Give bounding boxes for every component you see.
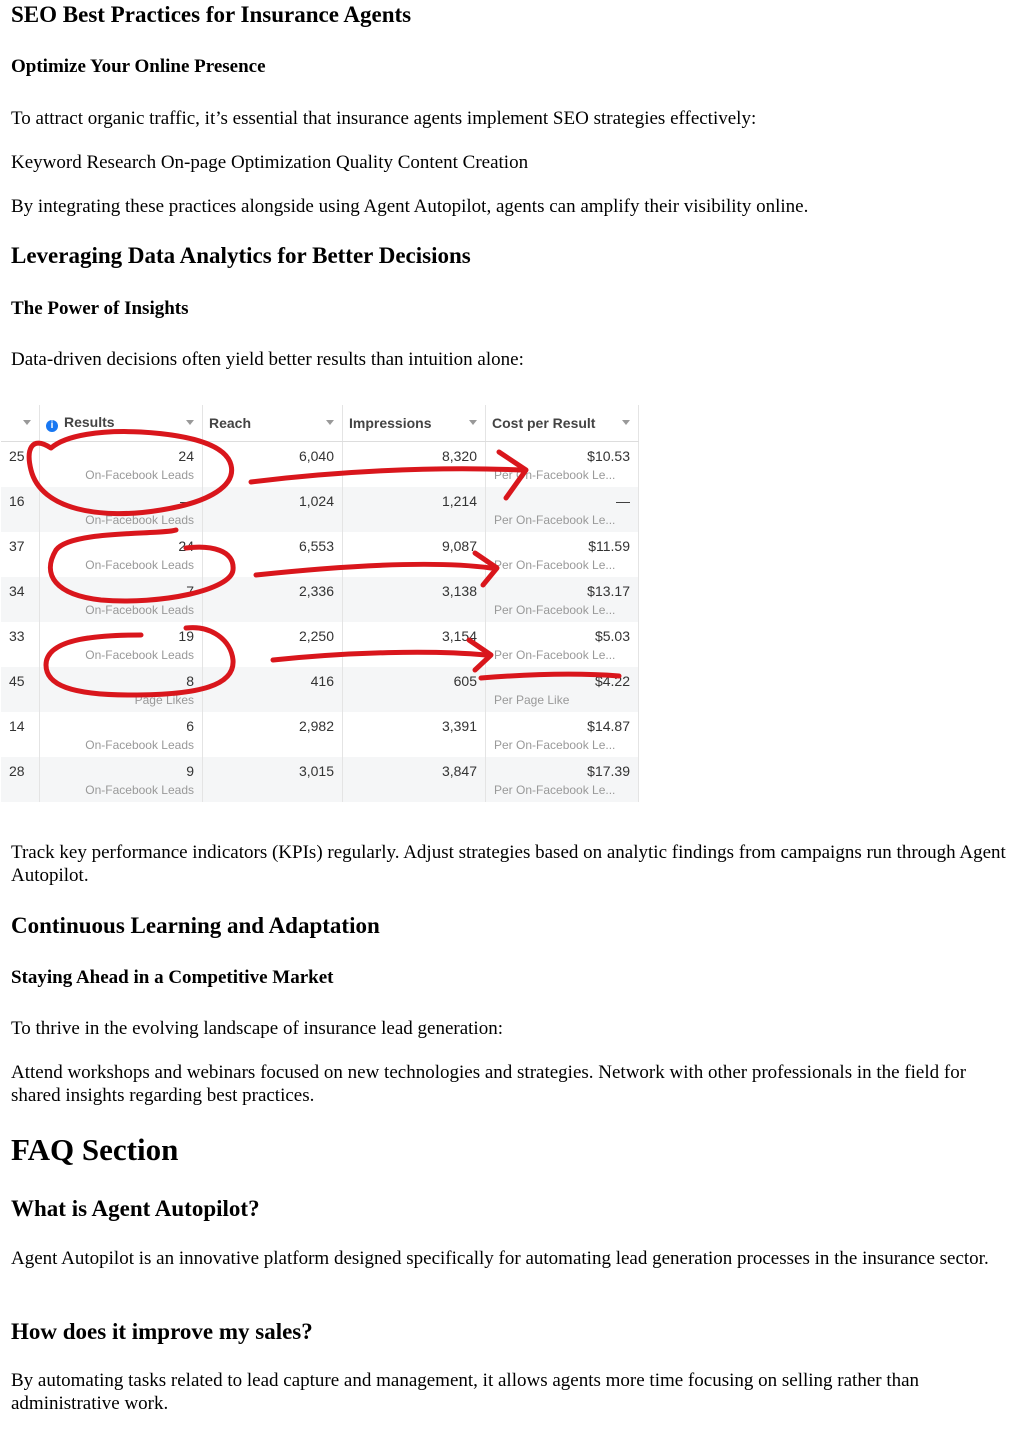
analytics-intro: Data-driven decisions often yield better results than intuition alone: bbox=[11, 349, 524, 370]
info-icon: i bbox=[46, 420, 58, 432]
cost-cell: $5.03 Per On-Facebook Le... bbox=[486, 622, 639, 667]
reach-cell: 3,015 bbox=[203, 757, 343, 802]
reach-cell: 2,982 bbox=[203, 712, 343, 757]
row-id: 25 bbox=[1, 442, 40, 488]
header-cost: Cost per Result bbox=[486, 405, 639, 442]
chevron-down-icon bbox=[23, 420, 31, 425]
table-row bbox=[1, 442, 639, 488]
results-cell: 24 On-Facebook Leads bbox=[40, 442, 203, 488]
ads-results-screenshot bbox=[9, 390, 630, 820]
faq-answer-2: By automating tasks related to lead capture and management, it allows agents more time focusing on selling rather than administrative work. bbox=[11, 1370, 920, 1414]
results-cell: 7 On-Facebook Leads bbox=[40, 577, 203, 622]
header-id bbox=[1, 405, 40, 442]
results-cell: — On-Facebook Leads bbox=[40, 487, 203, 532]
header-reach: Reach bbox=[203, 405, 343, 442]
faq-question-2: How does it improve my sales? bbox=[11, 1319, 313, 1344]
table-row bbox=[1, 487, 639, 532]
faq-question-1: What is Agent Autopilot? bbox=[11, 1196, 260, 1221]
table-row bbox=[1, 712, 639, 757]
seo-intro: To attract organic traffic, it’s essential that insurance agents implement SEO strategies effectively: bbox=[11, 108, 757, 129]
seo-subheading: Optimize Your Online Presence bbox=[11, 56, 266, 77]
results-cell: 6 On-Facebook Leads bbox=[40, 712, 203, 757]
reach-cell: 2,336 bbox=[203, 577, 343, 622]
table-row bbox=[1, 622, 639, 667]
learning-heading: Continuous Learning and Adaptation bbox=[11, 913, 380, 938]
header-impressions: Impressions bbox=[343, 405, 486, 442]
impressions-cell: 3,391 bbox=[343, 712, 486, 757]
table-row bbox=[1, 667, 639, 712]
impressions-cell: 1,214 bbox=[343, 487, 486, 532]
cost-cell: $11.59 Per On-Facebook Le... bbox=[486, 532, 639, 577]
impressions-cell: 3,138 bbox=[343, 577, 486, 622]
seo-list: Keyword Research On-page Optimization Quality Content Creation bbox=[11, 152, 529, 173]
table-header-row bbox=[1, 405, 639, 442]
learning-intro: To thrive in the evolving landscape of insurance lead generation: bbox=[11, 1018, 503, 1039]
faq-heading: FAQ Section bbox=[11, 1132, 179, 1167]
faq-answer-1: Agent Autopilot is an innovative platform designed specifically for automating lead generation processes in the insurance sector. bbox=[11, 1248, 989, 1269]
results-cell: 19 On-Facebook Leads bbox=[40, 622, 203, 667]
row-id: 37 bbox=[1, 532, 40, 577]
table-row bbox=[1, 532, 639, 577]
analytics-subheading: The Power of Insights bbox=[11, 298, 189, 319]
cost-cell: $13.17 Per On-Facebook Le... bbox=[486, 577, 639, 622]
results-cell: 24 On-Facebook Leads bbox=[40, 532, 203, 577]
impressions-cell: 605 bbox=[343, 667, 486, 712]
header-results: i Results bbox=[40, 405, 203, 442]
chevron-down-icon bbox=[326, 420, 334, 425]
table-row bbox=[1, 577, 639, 622]
results-cell: 8 Page Likes bbox=[40, 667, 203, 712]
row-id: 16 bbox=[1, 487, 40, 532]
cost-cell: $14.87 Per On-Facebook Le... bbox=[486, 712, 639, 757]
row-id: 33 bbox=[1, 622, 40, 667]
row-id: 14 bbox=[1, 712, 40, 757]
chevron-down-icon bbox=[186, 420, 194, 425]
seo-closing: By integrating these practices alongside using Agent Autopilot, agents can amplify their visibility online. bbox=[11, 196, 809, 217]
analytics-heading: Leveraging Data Analytics for Better Decisions bbox=[11, 243, 471, 268]
cost-cell: $10.53 Per On-Facebook Le... bbox=[486, 442, 639, 488]
reach-cell: 416 bbox=[203, 667, 343, 712]
seo-heading: SEO Best Practices for Insurance Agents bbox=[11, 2, 412, 27]
results-cell: 9 On-Facebook Leads bbox=[40, 757, 203, 802]
row-id: 28 bbox=[1, 757, 40, 802]
impressions-cell: 9,087 bbox=[343, 532, 486, 577]
impressions-cell: 3,847 bbox=[343, 757, 486, 802]
row-id: 45 bbox=[1, 667, 40, 712]
analytics-after: Track key performance indicators (KPIs) regularly. Adjust strategies based on analytic findings from campaigns run through Agent Autopilot. bbox=[11, 842, 1006, 886]
ads-results-table bbox=[1, 405, 639, 802]
reach-cell: 6,553 bbox=[203, 532, 343, 577]
chevron-down-icon bbox=[622, 420, 630, 425]
table-row bbox=[1, 757, 639, 802]
cost-cell: — Per On-Facebook Le... bbox=[486, 487, 639, 532]
learning-body: Attend workshops and webinars focused on new technologies and strategies. Network with other professionals in the field for shared insights regarding best practices. bbox=[11, 1062, 967, 1106]
reach-cell: 2,250 bbox=[203, 622, 343, 667]
cost-cell: $4.22 Per Page Like bbox=[486, 667, 639, 712]
row-id: 34 bbox=[1, 577, 40, 622]
chevron-down-icon bbox=[469, 420, 477, 425]
learning-subheading: Staying Ahead in a Competitive Market bbox=[11, 967, 334, 988]
reach-cell: 6,040 bbox=[203, 442, 343, 488]
impressions-cell: 8,320 bbox=[343, 442, 486, 488]
cost-cell: $17.39 Per On-Facebook Le... bbox=[486, 757, 639, 802]
impressions-cell: 3,154 bbox=[343, 622, 486, 667]
reach-cell: 1,024 bbox=[203, 487, 343, 532]
